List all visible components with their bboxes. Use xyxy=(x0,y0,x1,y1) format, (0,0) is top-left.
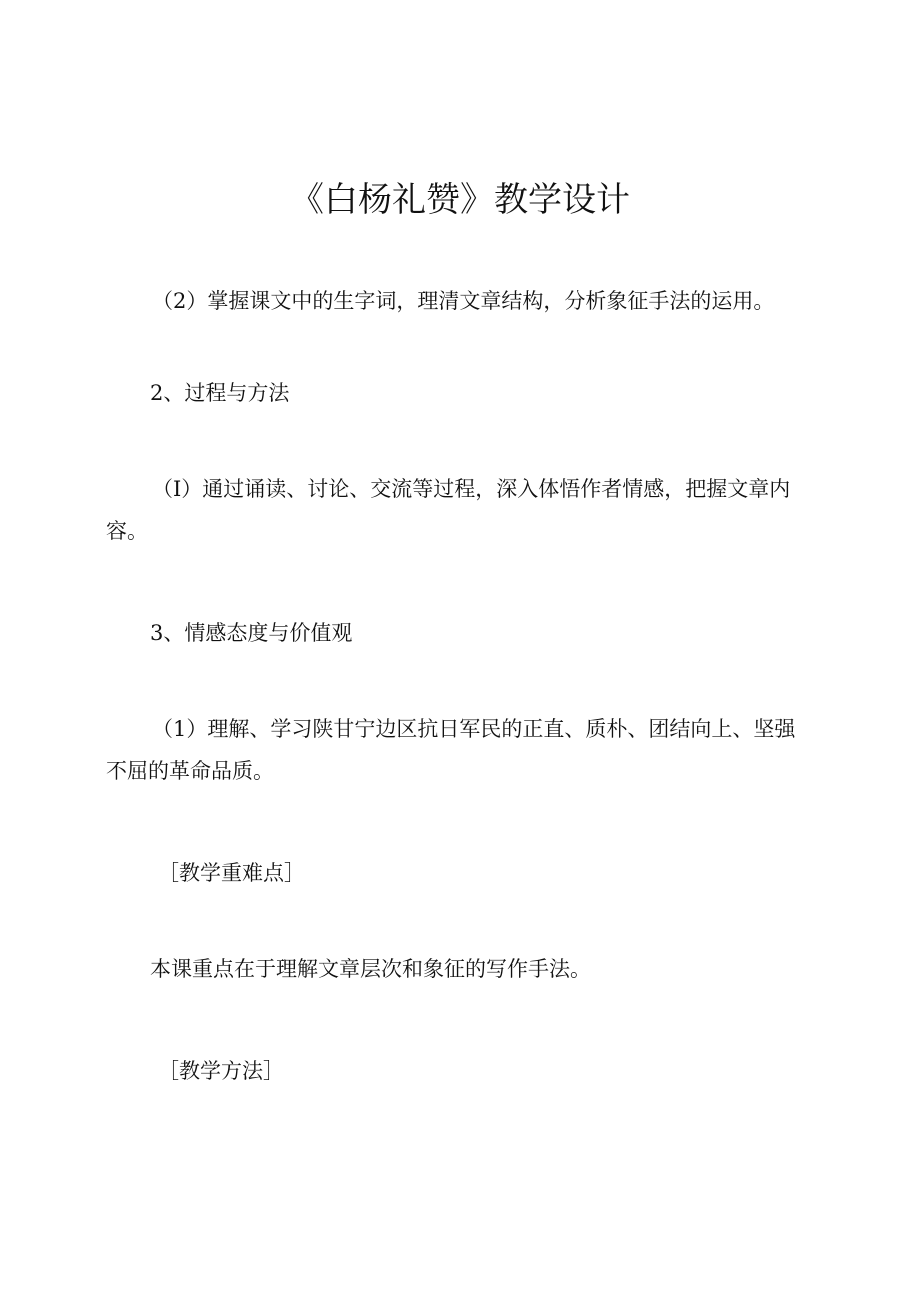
values-paragraph-1: （1）理解、学习陕甘宁边区抗日军民的正直、质朴、团结向上、坚强不屈的革命品质。 xyxy=(106,717,796,783)
key-points-paragraph: 本课重点在于理解文章层次和象征的写作手法。 xyxy=(150,957,591,981)
objective-paragraph-2: （2）掌握课文中的生字词，理清文章结构，分析象征手法的运用。 xyxy=(152,289,775,313)
section-heading-teaching-methods: ［教学方法］ xyxy=(158,1059,284,1083)
section-heading-process-method: 2、过程与方法 xyxy=(150,381,290,405)
section-heading-key-difficulties: ［教学重难点］ xyxy=(158,861,305,885)
section-heading-emotion-values: 3、情感态度与价值观 xyxy=(150,621,353,645)
process-paragraph-1: （I）通过诵读、讨论、交流等过程，深入体悟作者情感，把握文章内容。 xyxy=(106,477,791,543)
document-title: 《白杨礼赞》教学设计 xyxy=(290,180,630,220)
